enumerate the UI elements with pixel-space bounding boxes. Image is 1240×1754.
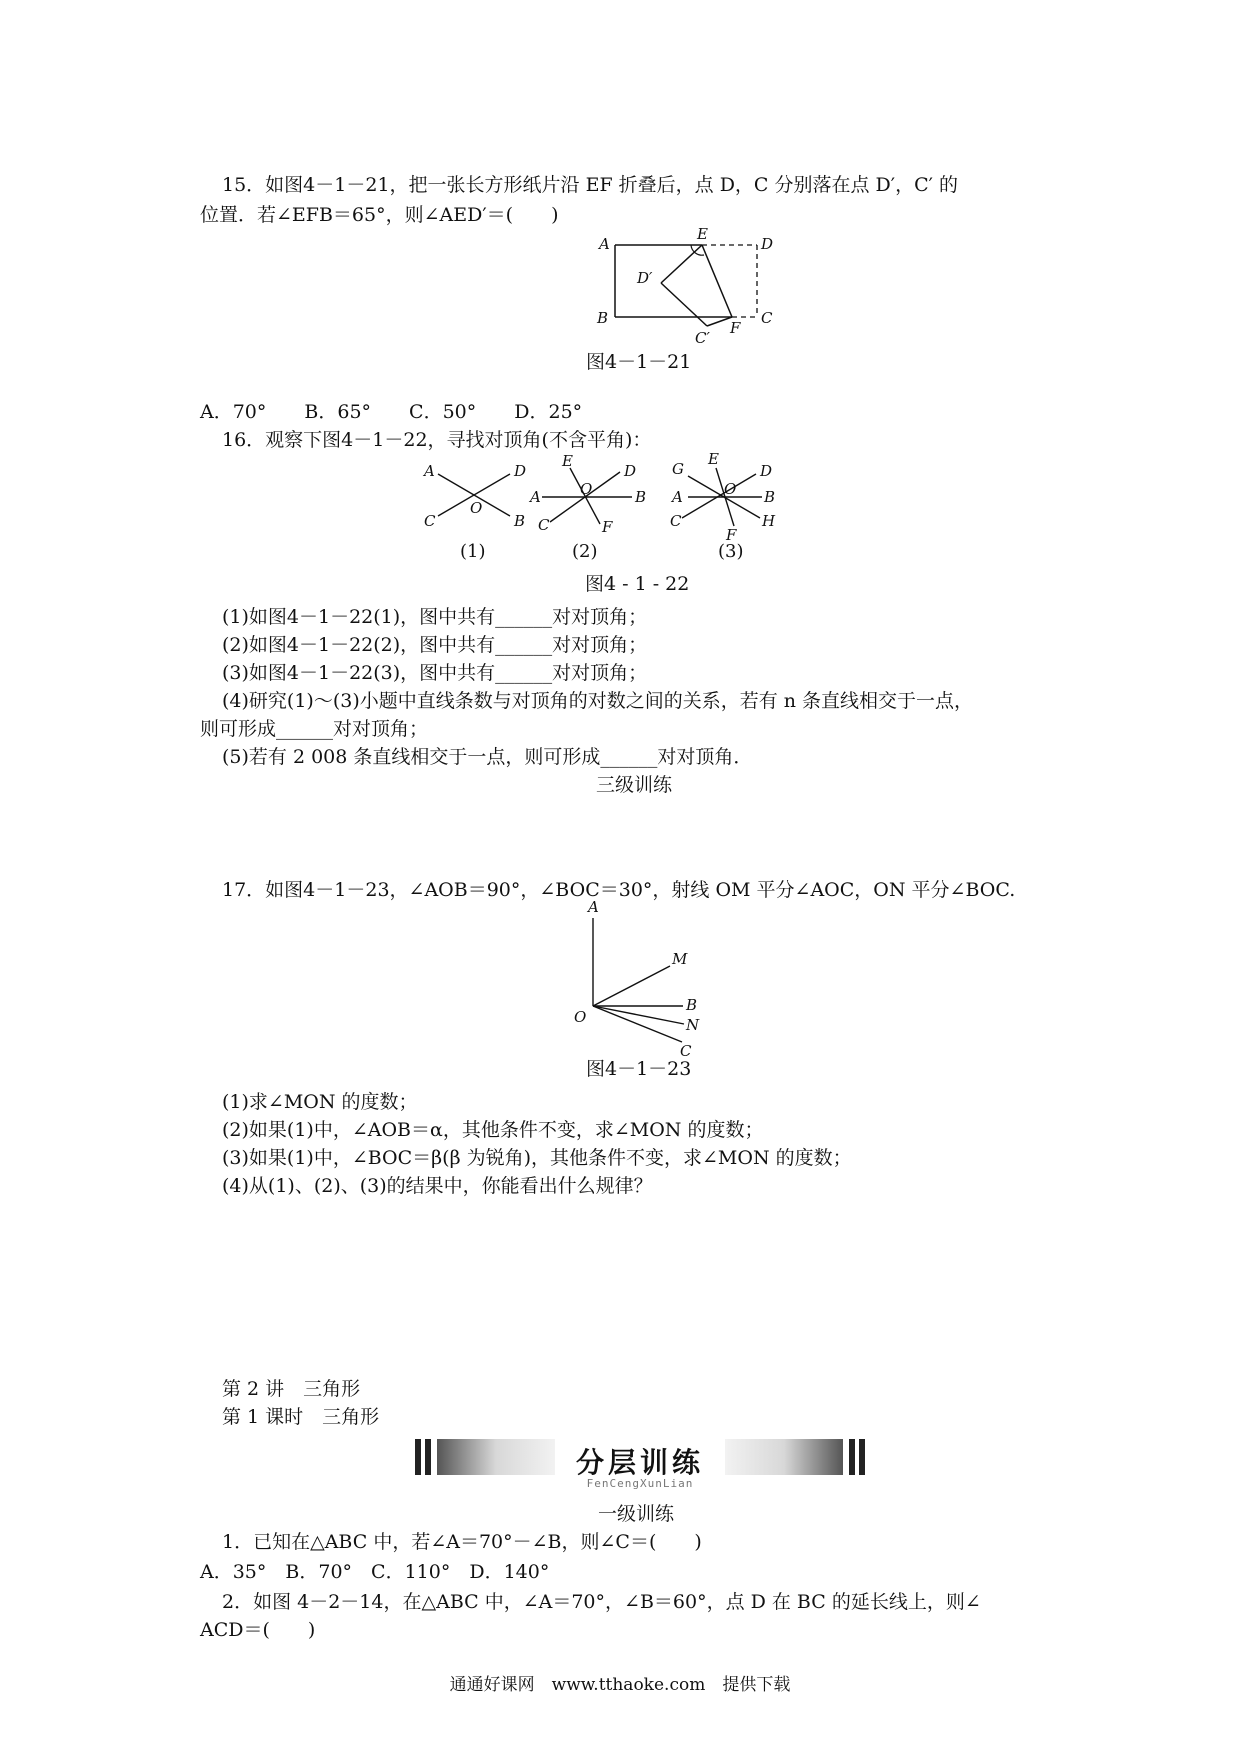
section-banner (415, 1437, 865, 1489)
q16-item-3: (3)如图4－1－22(3)，图中共有______对对顶角； (222, 662, 648, 684)
p1-label-d: D (514, 462, 527, 480)
q1-stem: 1．已知在△ABC 中，若∠A＝70°－∠B，则∠C＝( ) (222, 1531, 702, 1553)
label-a: A (599, 235, 610, 253)
figure-4-1-22-part2 (528, 452, 646, 562)
q15-stem-line1: 15．如图4－1－21，把一张长方形纸片沿 EF 折叠后，点 D，C 分别落在点 D′，C′ 的 (222, 174, 958, 196)
p2-label-e: E (562, 452, 573, 470)
q16-item-2: (2)如图4－1－22(2)，图中共有______对对顶角； (222, 634, 648, 656)
q1-options: A．35° B．70° C．110° D．140° (200, 1561, 550, 1583)
p3-sublabel: (3) (718, 541, 744, 562)
figure-4-1-23 (568, 900, 728, 1060)
section-heading-level3: 三级训练 (596, 774, 673, 796)
edge-cp-f (707, 317, 732, 326)
q15-options: A．70° B．65° C．50° D．25° (200, 401, 583, 423)
p3-label-c: C (670, 512, 682, 530)
p3-label-f: F (726, 526, 737, 544)
label-d-prime: D′ (637, 269, 653, 287)
p3-label-h: H (762, 512, 776, 530)
fold-line-ef (702, 245, 732, 317)
label-f: F (730, 319, 741, 337)
label-c: C (680, 1042, 692, 1060)
label-o: O (574, 1008, 587, 1026)
label-a: A (588, 900, 599, 916)
p1-sublabel: (1) (460, 541, 486, 562)
edge-dp-cp (661, 283, 707, 326)
label-m: M (672, 950, 688, 968)
ray-on (593, 1006, 684, 1024)
label-b: B (597, 309, 609, 327)
q17-item-2: (2)如果(1)中，∠AOB＝α，其他条件不变，求∠MON 的度数； (222, 1119, 764, 1141)
chapter-heading: 第 2 讲 三角形 (222, 1378, 361, 1400)
label-e: E (697, 225, 708, 243)
p1-label-o: O (470, 499, 483, 517)
p1-label-b: B (514, 512, 526, 530)
figure-4-1-22-part1 (422, 462, 526, 562)
label-c-prime: C′ (695, 329, 710, 347)
label-d: D (761, 235, 774, 253)
p3-label-b: B (764, 488, 776, 506)
edge-ed-prime (661, 245, 702, 283)
p3-label-o: O (724, 480, 737, 498)
figure-4-1-22-caption: 图4 - 1 - 22 (585, 573, 690, 595)
q15-stem-line2: 位置．若∠EFB＝65°，则∠AED′＝( ) (200, 204, 559, 226)
q2-stem-line2: ACD＝( ) (200, 1619, 316, 1641)
ray-om (593, 966, 670, 1006)
q2-stem-line1: 2．如图 4－2－14，在△ABC 中，∠A＝70°，∠B＝60°，点 D 在 BC 的延长线上，则∠ (222, 1591, 981, 1613)
q17-stem: 17．如图4－1－23，∠AOB＝90°，∠BOC＝30°，射线 OM 平分∠AOC，ON 平分∠BOC. (222, 879, 1016, 901)
label-c: C (761, 309, 773, 327)
p3-label-d: D (760, 462, 773, 480)
q16-item-4: (4)研究(1)～(3)小题中直线条数与对顶角的对数之间的关系，若有 n 条直线相交于一点， (222, 690, 974, 712)
lesson-heading: 第 1 课时 三角形 (222, 1406, 380, 1428)
ray-oc (593, 1006, 682, 1042)
label-b: B (686, 996, 698, 1014)
section-heading-level1: 一级训练 (598, 1503, 675, 1525)
q16-item-4-cont: 则可形成______对对顶角； (200, 718, 429, 740)
q17-item-1: (1)求∠MON 的度数； (222, 1091, 418, 1113)
figure-4-1-21-caption: 图4－1－21 (586, 351, 692, 373)
q17-item-4: (4)从(1)、(2)、(3)的结果中，你能看出什么规律？ (222, 1175, 653, 1197)
q17-item-3: (3)如果(1)中，∠BOC＝β(β 为锐角)，其他条件不变，求∠MON 的度数； (222, 1147, 852, 1169)
p2-label-c: C (538, 516, 550, 534)
label-n: N (686, 1016, 700, 1034)
p3-label-e: E (708, 452, 719, 468)
q16-item-1: (1)如图4－1－22(1)，图中共有______对对顶角； (222, 606, 648, 628)
figure-4-1-22 (410, 452, 880, 562)
p2-label-b: B (635, 488, 647, 506)
p2-label-f: F (602, 518, 613, 536)
p3-label-g: G (672, 460, 684, 478)
q16-item-5: (5)若有 2 008 条直线相交于一点，则可形成______对对顶角． (222, 746, 753, 768)
figure-4-1-22-part3 (670, 452, 776, 562)
p2-label-d: D (624, 462, 637, 480)
figure-4-1-23-caption: 图4－1－23 (586, 1058, 692, 1080)
banner-subtitle: FenCengXunLian (586, 1477, 694, 1490)
q16-stem: 16．观察下图4－1－22，寻找对顶角(不含平角)： (222, 429, 652, 451)
p3-label-a: A (672, 488, 683, 506)
p1-label-c: C (424, 512, 436, 530)
p2-label-a: A (530, 488, 541, 506)
p1-label-a: A (424, 462, 435, 480)
p2-label-o: O (580, 480, 593, 498)
page-footer: 通通好课网 www.tthaoke.com 提供下载 (449, 1675, 791, 1695)
figure-4-1-21 (585, 225, 785, 350)
banner-title: 分层训练 (575, 1446, 704, 1479)
p2-sublabel: (2) (572, 541, 598, 562)
